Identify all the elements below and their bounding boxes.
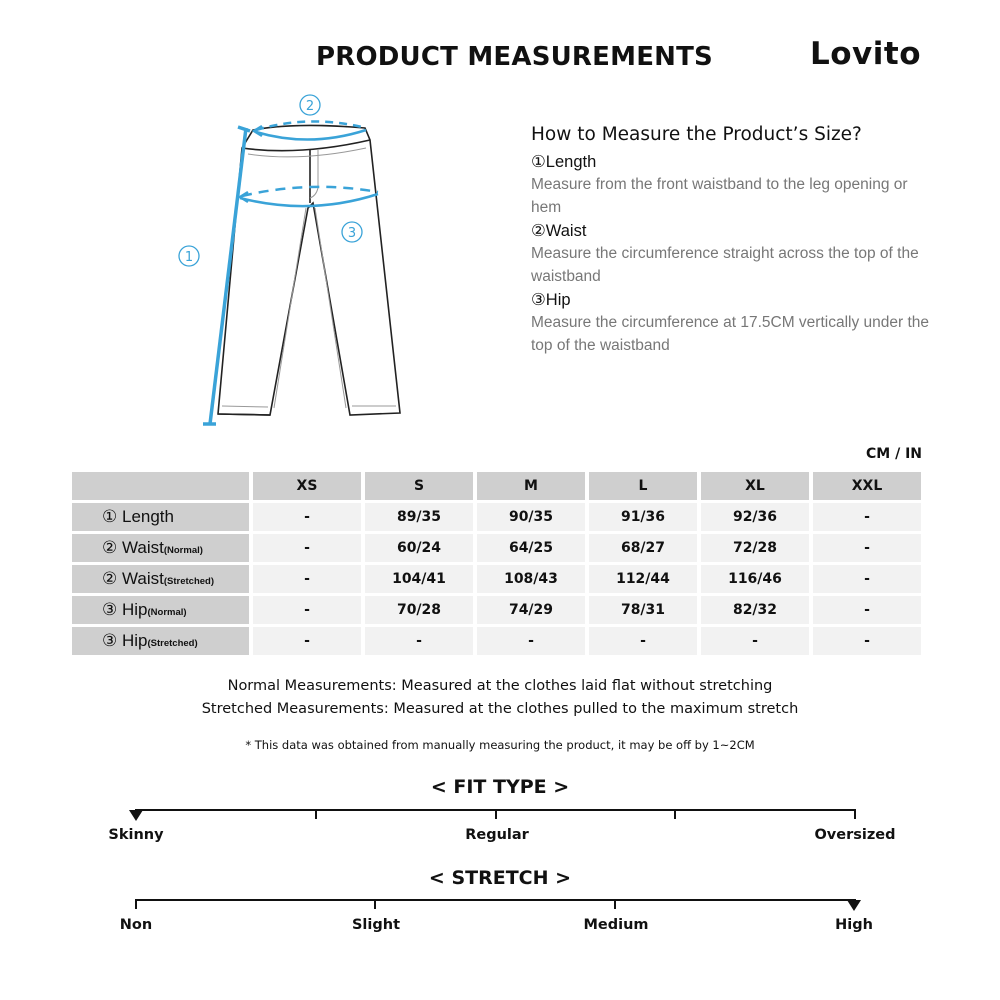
- stretched-measurements-note: Stretched Measurements: Measured at the clothes pulled to the maximum stretch: [201, 701, 799, 717]
- table-cell: 70/28: [365, 596, 473, 624]
- row-label: ③ Hip(Stretched): [72, 627, 249, 655]
- fit-type-tick: [495, 810, 497, 819]
- table-cell: 68/27: [589, 534, 697, 562]
- table-cell: -: [701, 627, 809, 655]
- row-label: ① Length: [72, 503, 249, 531]
- table-cell: -: [813, 596, 921, 624]
- table-cell: 72/28: [701, 534, 809, 562]
- column-header-xs: XS: [253, 472, 361, 500]
- table-cell: 64/25: [477, 534, 585, 562]
- fit-type-tick: [674, 810, 676, 819]
- stretch-tick: [614, 900, 616, 909]
- table-cell: 92/36: [701, 503, 809, 531]
- fit-type-label-oversized: Oversized: [814, 827, 896, 843]
- column-header-l: L: [589, 472, 697, 500]
- table-row: [72, 503, 921, 531]
- table-cell: 82/32: [701, 596, 809, 624]
- measure-item-desc: Measure the circumference at 17.5CM vertically under the top of the waistband: [531, 314, 930, 354]
- measure-item-title: ②Waist: [531, 222, 587, 240]
- table-cell: 90/35: [477, 503, 585, 531]
- table-row: [72, 565, 921, 593]
- units-label: CM / IN: [866, 446, 922, 462]
- waist-measure-line: [254, 121, 366, 139]
- stretch-title: < STRETCH >: [428, 867, 572, 889]
- fit-type-label-regular: Regular: [465, 827, 529, 843]
- table-cell: 116/46: [701, 565, 809, 593]
- label-waist-number: 2: [305, 99, 315, 114]
- table-cell: -: [253, 596, 361, 624]
- stretch-label-high: High: [835, 917, 873, 933]
- fit-type-label-skinny: Skinny: [108, 827, 164, 843]
- table-row: [72, 596, 921, 624]
- table-cell: -: [813, 534, 921, 562]
- stretch-selected-marker-icon: [847, 900, 861, 911]
- stretch-tick: [135, 900, 137, 909]
- table-cell: -: [589, 627, 697, 655]
- measure-item-title: ③Hip: [531, 291, 571, 309]
- table-cell: -: [253, 627, 361, 655]
- page-title: PRODUCT MEASUREMENTS: [316, 42, 713, 72]
- table-cell: 112/44: [589, 565, 697, 593]
- fit-type-title: < FIT TYPE >: [430, 776, 570, 798]
- column-header-s: S: [365, 472, 473, 500]
- how-to-heading: How to Measure the Product’s Size?: [531, 124, 862, 145]
- length-measure-line: [203, 127, 250, 424]
- pants-measurement-diagram: [170, 88, 420, 433]
- table-cell: -: [253, 534, 361, 562]
- table-cell: -: [365, 627, 473, 655]
- fit-type-tick: [854, 810, 856, 819]
- size-table: [68, 469, 925, 658]
- stretch-tick: [374, 900, 376, 909]
- stretch-label-medium: Medium: [583, 917, 649, 933]
- column-header-xxl: XXL: [813, 472, 921, 500]
- table-cell: -: [253, 565, 361, 593]
- fit-type-tick: [315, 810, 317, 819]
- table-row: [72, 627, 921, 655]
- stretch-axis: [135, 899, 856, 901]
- table-cell: -: [813, 627, 921, 655]
- label-hip-number: 3: [347, 226, 357, 241]
- table-cell: -: [477, 627, 585, 655]
- measure-item-title: ①Length: [531, 153, 597, 171]
- table-cell: 104/41: [365, 565, 473, 593]
- stretch-label-slight: Slight: [351, 917, 401, 933]
- table-cell: -: [253, 503, 361, 531]
- table-header-row: [72, 472, 921, 500]
- hip-measure-line: [240, 187, 378, 206]
- measure-item-desc: Measure from the front waistband to the leg opening or hem: [531, 176, 908, 216]
- row-label: ③ Hip(Normal): [72, 596, 249, 624]
- table-row: [72, 534, 921, 562]
- table-cell: -: [813, 503, 921, 531]
- table-cell: -: [813, 565, 921, 593]
- stretch-label-non: Non: [119, 917, 153, 933]
- measure-item-waist: [531, 220, 931, 288]
- table-cell: 74/29: [477, 596, 585, 624]
- row-label: ② Waist(Normal): [72, 534, 249, 562]
- fit-type-selected-marker-icon: [129, 810, 143, 821]
- label-length-number: 1: [184, 250, 194, 265]
- disclaimer-note: * This data was obtained from manually measuring the product, it may be off by 1~2CM: [245, 738, 755, 752]
- table-cell: 108/43: [477, 565, 585, 593]
- measure-item-length: [531, 151, 931, 219]
- table-cell: 78/31: [589, 596, 697, 624]
- brand-logo: Lovito: [810, 36, 922, 72]
- column-header-m: M: [477, 472, 585, 500]
- normal-measurements-note: Normal Measurements: Measured at the clothes laid flat without stretching: [227, 678, 773, 694]
- column-header-xl: XL: [701, 472, 809, 500]
- measure-item-hip: [531, 289, 931, 357]
- table-cell: 91/36: [589, 503, 697, 531]
- how-to-measure-section: [531, 124, 931, 357]
- row-label: ② Waist(Stretched): [72, 565, 249, 593]
- table-corner-cell: [72, 472, 249, 500]
- table-cell: 60/24: [365, 534, 473, 562]
- measure-item-desc: Measure the circumference straight across the top of the waistband: [531, 245, 919, 285]
- table-cell: 89/35: [365, 503, 473, 531]
